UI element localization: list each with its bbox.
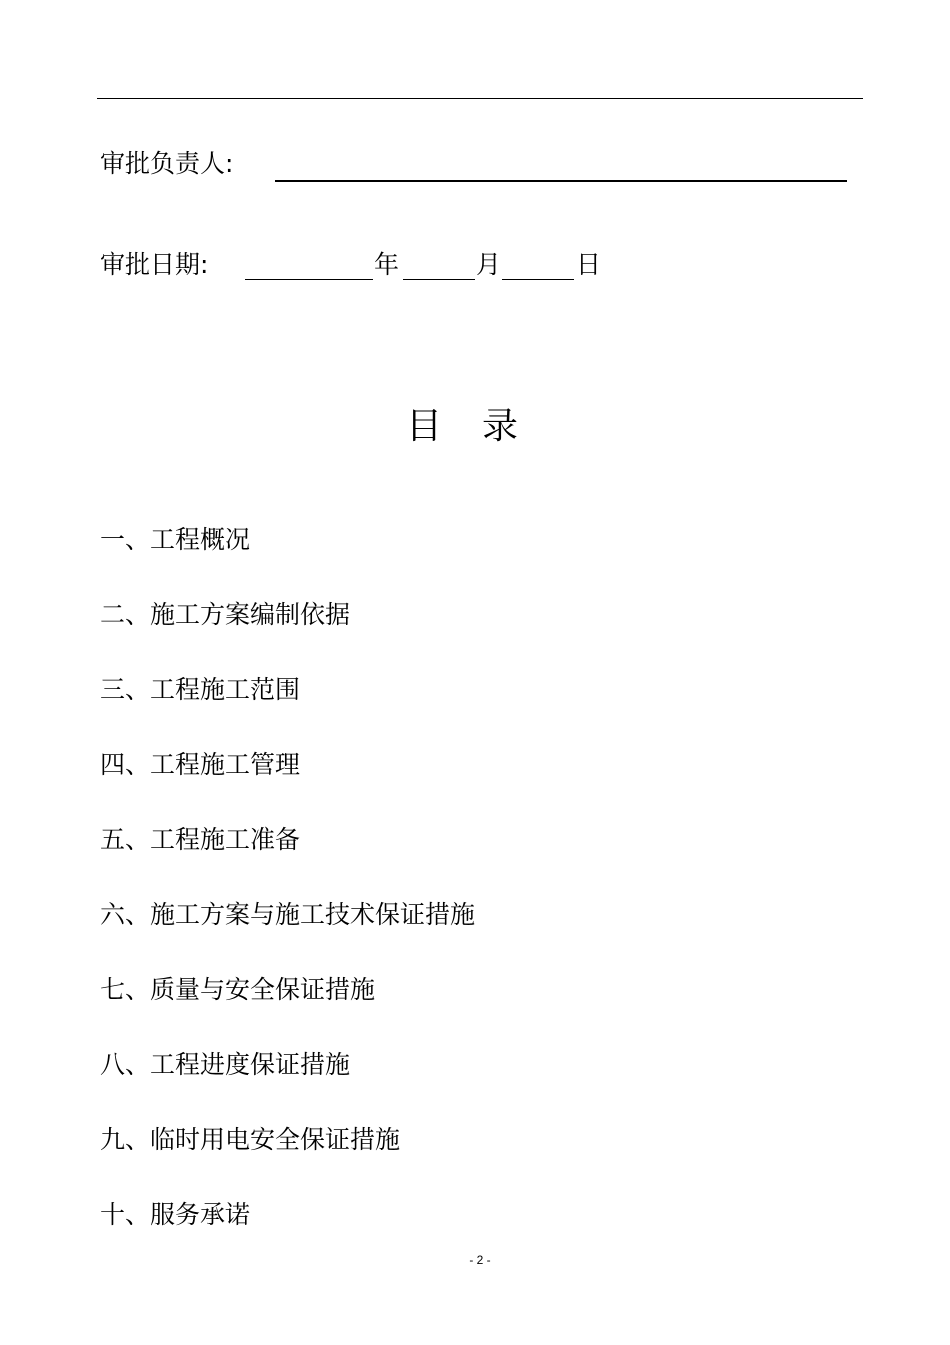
toc-item: 五、工程施工准备 bbox=[100, 825, 301, 854]
day-unit: 日 bbox=[576, 250, 602, 279]
page-number: - 2 - bbox=[469, 1253, 491, 1267]
toc-item: 九、临时用电安全保证措施 bbox=[100, 1125, 401, 1154]
approval-date-label: 审批日期: bbox=[100, 250, 209, 279]
toc-list bbox=[100, 520, 475, 1270]
toc-item: 四、工程施工管理 bbox=[100, 750, 301, 779]
approver-signature-line bbox=[275, 180, 847, 182]
day-blank bbox=[502, 279, 574, 280]
year-blank bbox=[245, 279, 373, 280]
approver-label: 审批负责人: bbox=[100, 149, 234, 178]
toc-item: 十、服务承诺 bbox=[100, 1200, 251, 1229]
toc-item: 七、质量与安全保证措施 bbox=[100, 975, 376, 1004]
month-blank bbox=[403, 279, 475, 280]
month-unit: 月 bbox=[476, 250, 502, 279]
toc-item: 六、施工方案与施工技术保证措施 bbox=[100, 900, 476, 929]
toc-item: 二、施工方案编制依据 bbox=[100, 600, 351, 629]
toc-item: 八、工程进度保证措施 bbox=[100, 1050, 351, 1079]
toc-item: 一、工程概况 bbox=[100, 525, 251, 554]
year-unit: 年 bbox=[374, 250, 400, 279]
toc-item: 三、工程施工范围 bbox=[100, 675, 301, 704]
header-rule bbox=[97, 98, 863, 99]
toc-title: 目录 bbox=[405, 406, 558, 447]
